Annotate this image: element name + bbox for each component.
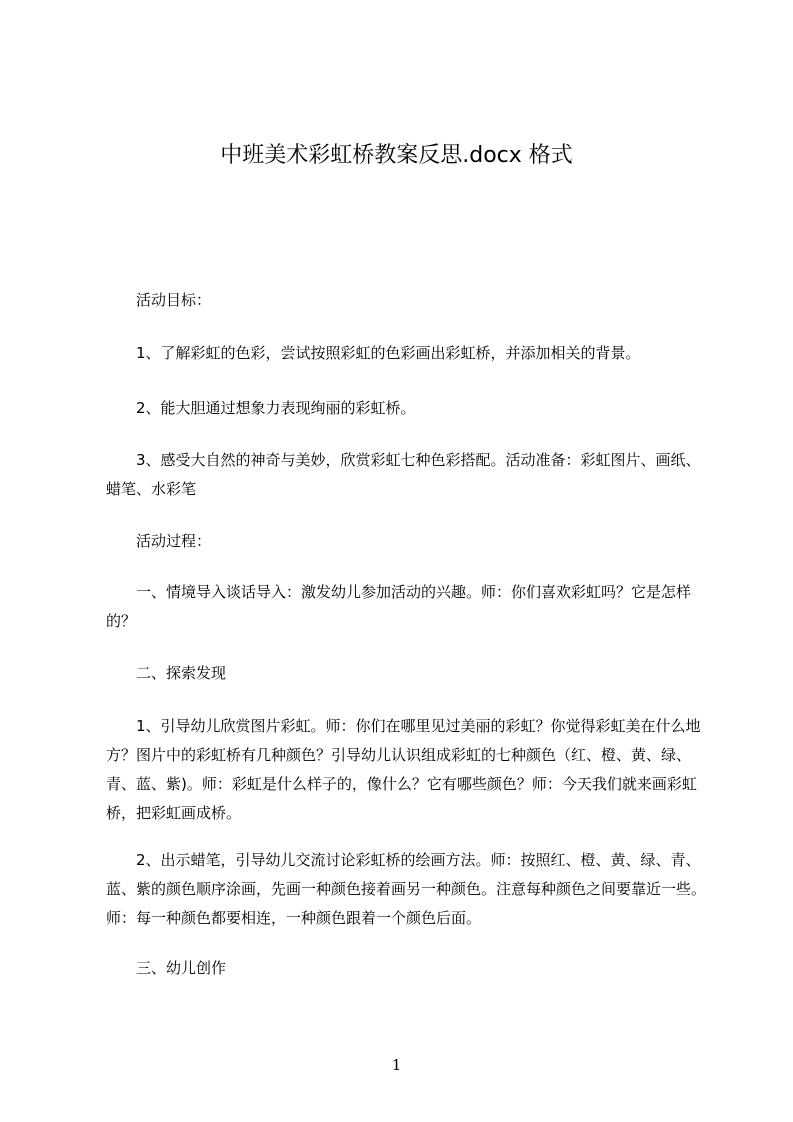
document-title: 中班美术彩虹桥教案反思.docx 格式: [220, 143, 573, 168]
paragraph-goal-1: 1、了解彩虹的色彩，尝试按照彩虹的色彩画出彩虹桥，并添加相关的背景。: [136, 344, 641, 362]
page-number: 1: [391, 1056, 402, 1074]
paragraph-step-2-1: 1、引导幼儿欣赏图片彩虹。师：你们在哪里见过美丽的彩虹？你觉得彩虹美在什么地方？图片中的彩虹桥有几种颜色？引导幼儿认识组成彩虹的七种颜色（红、橙、黄、绿、青、蓝、紫)。师：彩虹是什么样子的，像什么？它有哪些颜色？师：今天我们就来画彩虹桥，把彩虹画成桥。: [106, 717, 701, 822]
paragraph-step-2-2: 2、出示蜡笔，引导幼儿交流讨论彩虹桥的绘画方法。师：按照红、橙、黄、绿、青、蓝、紫的颜色顺序涂画，先画一种颜色接着画另一种颜色。注意每种颜色之间要靠近一些。师：每一种颜色都要相连，一种颜色跟着一个颜色后面。: [106, 851, 707, 927]
paragraph-step-2-heading: 二、探索发现: [136, 664, 227, 682]
paragraph-goal-2: 2、能大胆通过想象力表现绚丽的彩虹桥。: [136, 399, 416, 417]
paragraph-step-1-introduction: 一、情境导入谈话导入：激发幼儿参加活动的兴趣。师：你们喜欢彩虹吗？它是怎样的？: [106, 583, 692, 630]
paragraph-goal-3-and-preparation: 3、感受大自然的神奇与美妙，欣赏彩虹七种色彩搭配。活动准备：彩虹图片、画纸、蜡笔、水彩笔: [106, 451, 701, 498]
paragraph-activity-goals-heading: 活动目标：: [136, 291, 212, 309]
paragraph-process-heading: 活动过程：: [136, 532, 212, 550]
paragraph-step-3-heading: 三、幼儿创作: [136, 959, 227, 977]
